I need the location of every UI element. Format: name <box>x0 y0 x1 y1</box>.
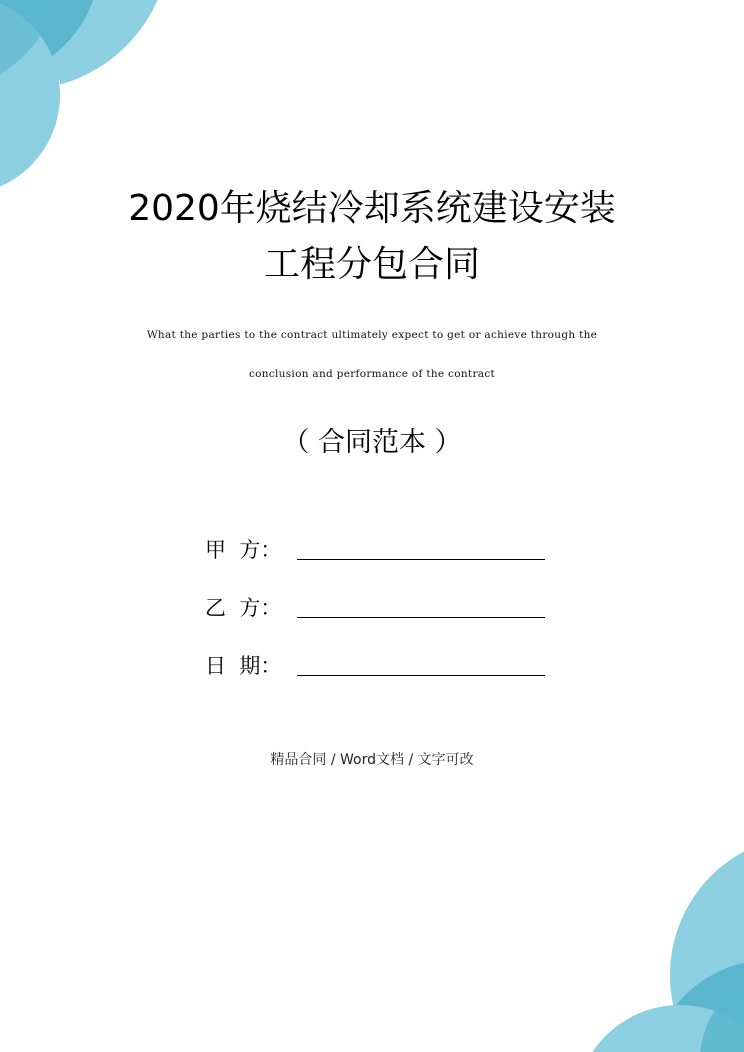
date-label: 日 期： <box>205 654 282 678</box>
party-b-field <box>205 590 545 622</box>
party-a-blank[interactable] <box>297 533 545 560</box>
document-title-line2: 工程分包合同 <box>263 244 480 285</box>
document-title-line1: 2020年烧结冷却系统建设安装 <box>128 188 616 229</box>
english-tagline-line2: conclusion and performance of the contract <box>248 368 496 380</box>
date-field <box>205 648 545 680</box>
party-b-blank[interactable] <box>297 591 545 618</box>
party-a-field <box>205 532 545 564</box>
english-tagline-line1: What the parties to the contract ultimately expect to get or achieve through the <box>146 329 598 341</box>
document-subtitle: （ 合同范本 ） <box>282 427 462 458</box>
party-a-label: 甲 方： <box>205 538 282 562</box>
date-blank[interactable] <box>297 649 545 676</box>
party-b-label: 乙 方： <box>205 596 282 620</box>
footer-tag: 精品合同 / Word文档 / 文字可改 <box>270 752 474 768</box>
